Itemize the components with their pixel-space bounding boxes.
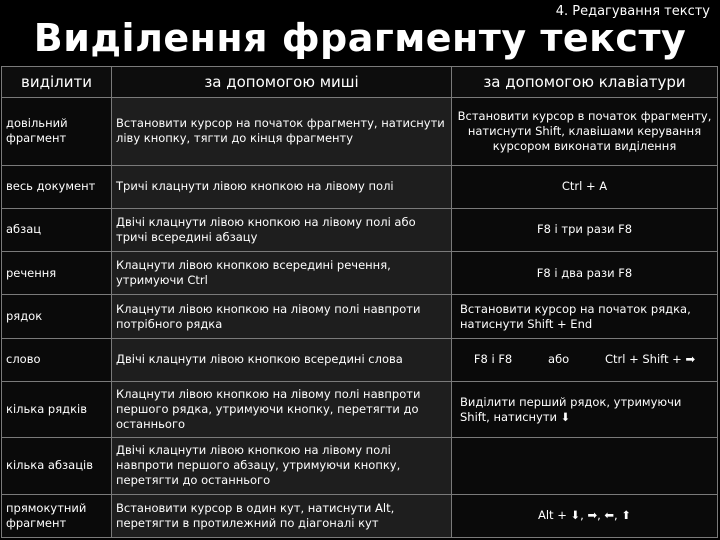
row-label: кілька рядків — [2, 382, 112, 438]
keyboard-method: Встановити курсор в початок фрагменту, натиснути Shift, клавішами керування курсором виконати виділення — [452, 98, 718, 165]
header-select: виділити — [2, 67, 112, 98]
mouse-method: Двічі клацнути лівою кнопкою всередині слова — [112, 338, 452, 381]
keyboard-method — [452, 338, 718, 381]
row-label: слово — [2, 338, 112, 381]
header-keyboard: за допомогою клавіатури — [452, 67, 718, 98]
table-row — [2, 338, 718, 381]
keyboard-method-empty — [452, 438, 718, 494]
row-label: рядок — [2, 295, 112, 338]
keyboard-method: Alt + ⬇, ➡, ⬅, ⬆ — [452, 494, 718, 537]
row-label: речення — [2, 252, 112, 295]
selection-methods-table — [1, 66, 718, 538]
header-mouse: за допомогою миші — [112, 67, 452, 98]
mouse-method: Двічі клацнути лівою кнопкою на лівому полі або тричі всередині абзацу — [112, 208, 452, 251]
table-header-row — [2, 67, 718, 98]
keyboard-option-or: або — [548, 352, 570, 367]
mouse-method: Тричі клацнути лівою кнопкою на лівому полі — [112, 165, 452, 208]
table-row — [2, 208, 718, 251]
mouse-method: Встановити курсор в один кут, натиснути Alt, перетягти в протилежний по діагоналі кут — [112, 494, 452, 537]
row-label: кілька абзаців — [2, 438, 112, 494]
keyboard-method: F8 і два рази F8 — [452, 252, 718, 295]
row-label: прямокутний фрагмент — [2, 494, 112, 537]
row-label: весь документ — [2, 165, 112, 208]
table-row — [2, 438, 718, 494]
mouse-method: Двічі клацнути лівою кнопкою на лівому полі навпроти першого абзацу, утримуючи кнопку, перетягти до останнього — [112, 438, 452, 494]
table-row — [2, 165, 718, 208]
keyboard-method: Встановити курсор на початок рядка, натиснути Shift + End — [452, 295, 718, 338]
keyboard-option-ctrl-shift-right: Ctrl + Shift + ➡ — [604, 352, 696, 367]
mouse-method: Встановити курсор на початок фрагменту, натиснути ліву кнопку, тягти до кінця фрагменту — [112, 98, 452, 165]
row-label: довільний фрагмент — [2, 98, 112, 165]
mouse-method: Клацнути лівою кнопкою на лівому полі навпроти потрібного рядка — [112, 295, 452, 338]
table-row — [2, 98, 718, 165]
keyboard-option-f8: F8 і F8 — [473, 352, 513, 367]
table-row — [2, 252, 718, 295]
table-row — [2, 494, 718, 537]
table-row — [2, 295, 718, 338]
keyboard-method: F8 і три рази F8 — [452, 208, 718, 251]
mouse-method: Клацнути лівою кнопкою на лівому полі навпроти першого рядка, утримуючи кнопку, перетягти до останнього — [112, 382, 452, 438]
mouse-method: Клацнути лівою кнопкою всередині речення, утримуючи Ctrl — [112, 252, 452, 295]
keyboard-method: Виділити перший рядок, утримуючи Shift, натиснути ⬇ — [452, 382, 718, 438]
section-label: 4. Редагування тексту — [555, 4, 710, 19]
row-label: абзац — [2, 208, 112, 251]
keyboard-method: Ctrl + A — [452, 165, 718, 208]
slide-title: Виділення фрагменту тексту — [33, 16, 687, 60]
table-row — [2, 382, 718, 438]
